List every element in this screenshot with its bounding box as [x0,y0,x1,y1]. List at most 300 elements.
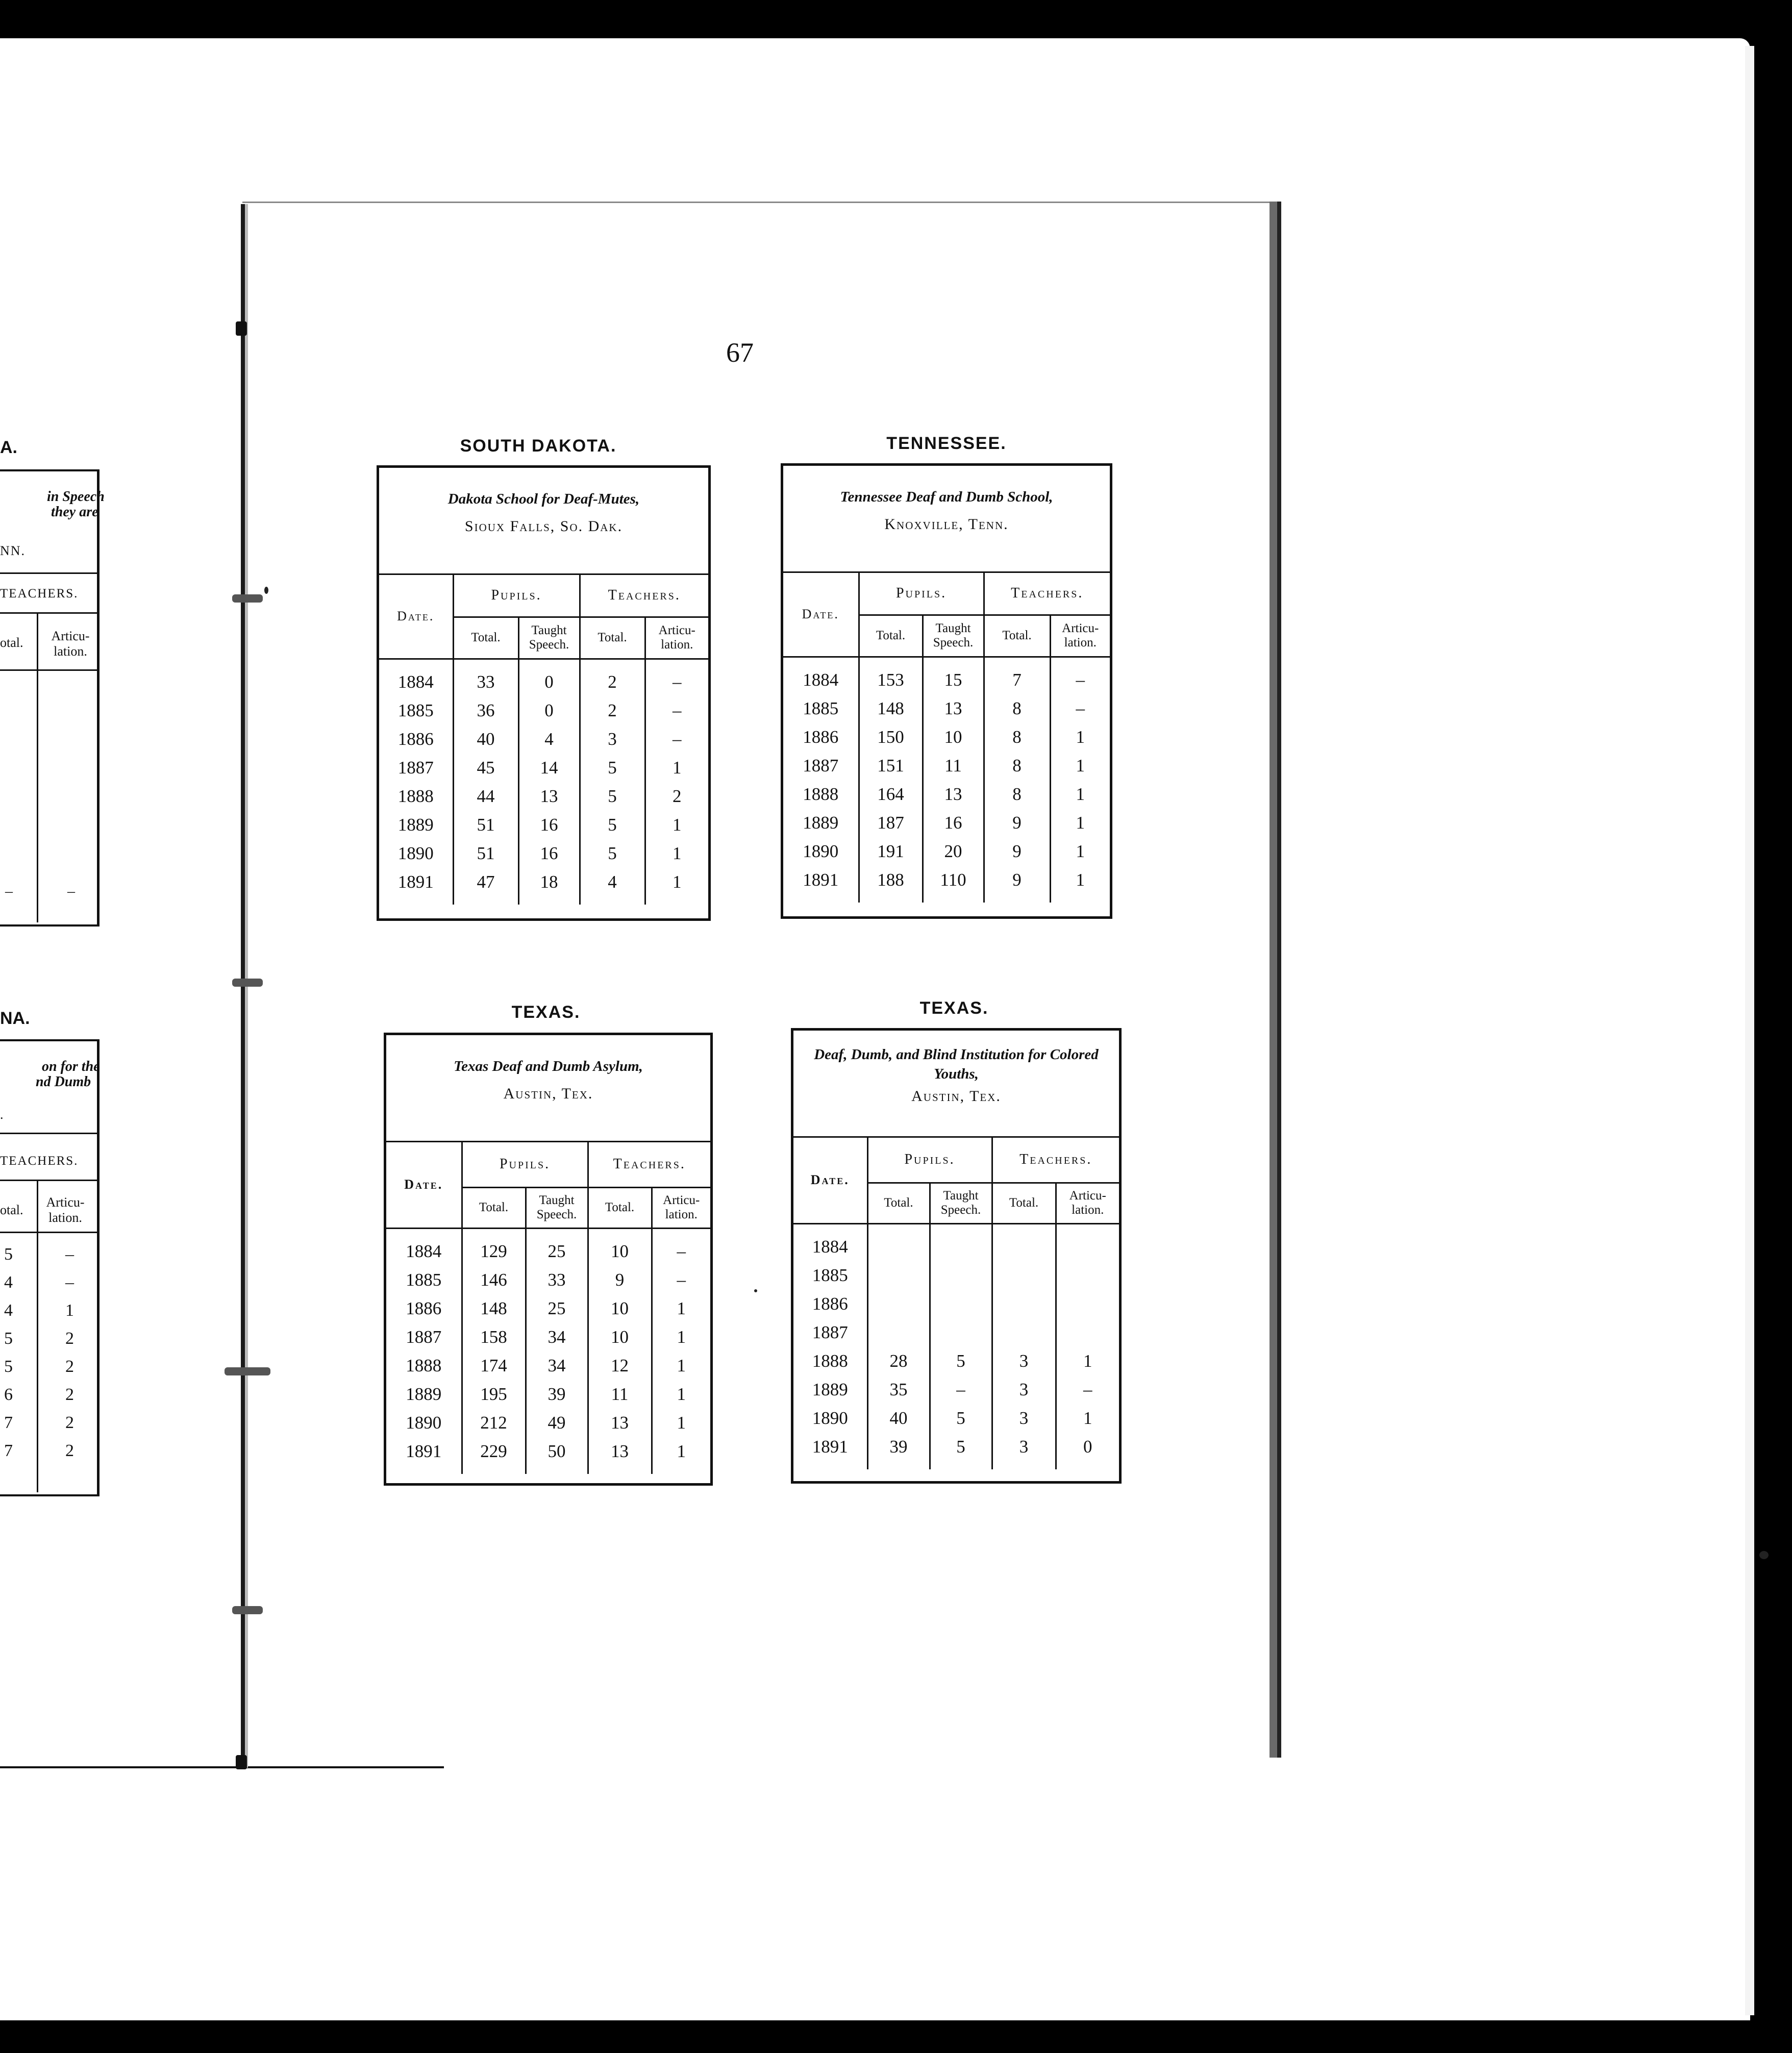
left-top-dash: – [67,883,75,899]
cell-pupils-total: 153 [859,666,923,694]
cell-teachers-total: 5 [580,811,645,839]
cell-teachers-total: 13 [588,1437,652,1466]
cell-taught-speech: 5 [930,1347,992,1375]
cell-pupils-total: 45 [453,754,518,782]
spacer-cell [984,894,1050,903]
spacer-cell [588,1466,652,1474]
cell-taught-speech: 25 [526,1294,588,1323]
cell-taught-speech: 5 [930,1433,992,1461]
page-bottom-edge [0,1766,444,1768]
cell-teachers-total [992,1290,1056,1318]
cell-articulation: 2 [673,786,682,806]
cell-taught-speech: 14 [518,754,580,782]
ink-speck [754,1289,757,1292]
cell-date: 1885 [783,694,859,723]
cell-articulation: 1 [673,843,682,863]
stats-table [783,573,1110,903]
header-taught-speech: Taught Speech. [923,615,984,657]
cell-taught-speech: 13 [923,694,984,723]
cell-taught-speech: 39 [526,1380,588,1409]
left-bottom-artic-value: 1 [65,1301,74,1320]
cell-pupils-total: 188 [859,866,923,894]
cell-pupils-total: 150 [859,723,923,752]
cell-teachers-total: 2 [580,668,645,696]
header-taught-speech: Taught Speech. [518,617,580,659]
spacer-cell [783,657,859,666]
spacer-cell [930,1461,992,1469]
cell-date: 1890 [379,839,453,868]
spacer-cell [992,1461,1056,1469]
rule [0,1133,97,1134]
cell-teachers-total: 13 [588,1409,652,1437]
header-teachers: Teachers. [588,1142,710,1187]
left-bottom-total: otal. [0,1203,23,1217]
cell-date: 1889 [783,809,859,837]
cell-taught-speech: 4 [518,725,580,754]
header-date: Date. [379,575,453,659]
table-row [793,1433,1119,1461]
cell-pupils-total: 40 [453,725,518,754]
cell-pupils-total: 212 [462,1409,526,1437]
cell-teachers-total: 8 [984,723,1050,752]
stats-table [379,575,708,905]
cell-pupils-total: 36 [453,696,518,725]
cell-articulation: 1 [1083,1350,1092,1371]
cell-articulation: 1 [673,871,682,892]
header-pupils: Pupils. [462,1142,588,1187]
page-right-edge [1277,202,1281,1758]
table-row [379,782,708,811]
cell-teachers-total [992,1318,1056,1347]
cell-taught-speech: 13 [518,782,580,811]
cell-taught-speech: 49 [526,1409,588,1437]
header-articulation: Articu- lation. [1056,1183,1119,1223]
left-bottom-inst-fragment: on for the [42,1059,100,1074]
cell-articulation: – [1076,669,1085,690]
cell-date: 1887 [379,754,453,782]
cell-pupils-total: 164 [859,780,923,809]
header-teachers: Teachers. [992,1138,1119,1183]
table-row [783,752,1110,780]
left-bottom-artic-value: – [65,1273,74,1292]
left-bottom-artic-value: 2 [65,1441,74,1460]
table-row [386,1380,710,1409]
spacer-cell [462,1228,526,1237]
header-teachers: Teachers. [580,575,708,617]
cell-taught-speech: 5 [930,1404,992,1433]
rule [0,612,97,614]
table-row [386,1323,710,1351]
ink-speck [264,587,268,594]
cell-pupils-total: 44 [453,782,518,811]
cell-date: 1887 [783,752,859,780]
cell-articulation: – [1083,1379,1092,1399]
table-row [783,837,1110,866]
cell-pupils-total: 187 [859,809,923,837]
rule [37,612,38,922]
left-bottom-total-value: 5 [4,1357,13,1376]
table-row [793,1375,1119,1404]
cell-articulation: 1 [1076,812,1085,833]
header-taught-speech: Taught Speech. [930,1183,992,1223]
table-row [793,1347,1119,1375]
header-teachers-total: Total. [984,615,1050,657]
spacer-cell [992,1223,1056,1233]
left-bottom-title-fragment: NA. [0,1009,30,1028]
spacer-cell [793,1223,867,1233]
spacer-cell [526,1466,588,1474]
spacer-cell [793,1461,867,1469]
cell-pupils-total [867,1318,930,1347]
cell-date: 1888 [783,780,859,809]
cell-articulation: 1 [677,1412,686,1433]
cell-taught-speech [930,1261,992,1290]
cell-pupils-total: 28 [867,1347,930,1375]
cell-pupils-total: 229 [462,1437,526,1466]
cell-teachers-total: 8 [984,780,1050,809]
spacer-cell [645,659,708,668]
cell-articulation: – [673,700,682,720]
left-bottom-table-fragment [0,1039,99,1496]
spacer-cell [580,659,645,668]
spacer-cell [1056,1223,1119,1233]
cell-date: 1885 [793,1261,867,1290]
left-bottom-total-value: 5 [4,1245,13,1264]
ink-speck [1759,1551,1769,1559]
cell-teachers-total: 12 [588,1351,652,1380]
table-row [379,725,708,754]
cell-articulation: 1 [1076,869,1085,890]
cell-articulation: 1 [673,814,682,835]
binding-stitch [225,1367,270,1375]
cell-teachers-total: 7 [984,666,1050,694]
spacer-cell [526,1228,588,1237]
cell-date: 1891 [386,1437,462,1466]
header-teachers-total: Total. [580,617,645,659]
cell-taught-speech: 10 [923,723,984,752]
cell-teachers-total: 4 [580,868,645,896]
spacer-cell [1056,1461,1119,1469]
cell-taught-speech: 34 [526,1351,588,1380]
cell-teachers-total: 9 [588,1266,652,1294]
cell-date: 1884 [793,1233,867,1261]
cell-pupils-total: 158 [462,1323,526,1351]
table-row [379,668,708,696]
table-row [783,723,1110,752]
cell-date: 1890 [783,837,859,866]
left-bottom-artic-value: – [65,1245,74,1264]
cell-pupils-total [867,1290,930,1318]
cell-date: 1886 [386,1294,462,1323]
spacer-cell [386,1228,462,1237]
cell-pupils-total: 195 [462,1380,526,1409]
cell-date: 1889 [379,811,453,839]
cell-teachers-total: 9 [984,866,1050,894]
cell-teachers-total: 3 [992,1433,1056,1461]
table-row [783,866,1110,894]
cell-pupils-total: 35 [867,1375,930,1404]
cell-articulation: – [1076,698,1085,718]
header-pupils-total: Total. [462,1187,526,1228]
cell-taught-speech: 16 [518,811,580,839]
left-bottom-total-value: 5 [4,1329,13,1348]
cell-taught-speech: 34 [526,1323,588,1351]
header-articulation: Articu- lation. [645,617,708,659]
left-top-teachers: TEACHERS. [0,587,79,600]
cell-articulation: 1 [1083,1408,1092,1428]
spacer-cell [984,657,1050,666]
cell-date: 1890 [386,1409,462,1437]
cell-date: 1884 [379,668,453,696]
cell-date: 1886 [793,1290,867,1318]
cell-taught-speech: 110 [923,866,984,894]
state-title-tennessee: TENNESSEE. [886,434,1007,453]
cell-taught-speech: 25 [526,1237,588,1266]
sheet-right-edge [1745,46,1754,2015]
left-top-table-fragment [0,469,99,927]
cell-date: 1887 [386,1323,462,1351]
cell-date: 1886 [379,725,453,754]
cell-teachers-total: 5 [580,754,645,782]
cell-taught-speech [930,1290,992,1318]
table-row [386,1437,710,1466]
left-bottom-inst-fragment: nd Dumb [36,1074,91,1090]
spacer-cell [580,896,645,905]
cell-teachers-total: 3 [992,1375,1056,1404]
rule [37,1180,38,1492]
page-number: 67 [726,337,754,368]
left-bottom-total-value: 7 [4,1441,13,1460]
cell-taught-speech: 50 [526,1437,588,1466]
spacer-cell [518,896,580,905]
left-top-total: otal. [0,635,23,650]
table-row [379,839,708,868]
cell-articulation [1056,1233,1119,1261]
cell-articulation: 1 [677,1355,686,1375]
cell-taught-speech: 0 [518,696,580,725]
cell-pupils-total: 148 [859,694,923,723]
spacer-cell [462,1466,526,1474]
cell-teachers-total [992,1261,1056,1290]
rule [0,1232,97,1233]
spacer-cell [1050,894,1110,903]
cell-articulation: 1 [1076,755,1085,775]
cell-articulation: 1 [1076,784,1085,804]
left-top-inst-fragment: in Speech [47,489,105,505]
cell-pupils-total: 39 [867,1433,930,1461]
left-bottom-total-value: 6 [4,1385,13,1404]
cell-teachers-total: 5 [580,782,645,811]
header-pupils-total: Total. [859,615,923,657]
stats-table [386,1142,710,1474]
cell-pupils-total: 151 [859,752,923,780]
binding-stitch [232,979,263,987]
cell-date: 1884 [783,666,859,694]
header-pupils-total: Total. [453,617,518,659]
cell-articulation: 0 [1083,1436,1092,1457]
table-row [386,1266,710,1294]
spacer-cell [379,896,453,905]
cell-teachers-total: 8 [984,694,1050,723]
cell-date: 1890 [793,1404,867,1433]
cell-date: 1889 [386,1380,462,1409]
left-bottom-artic-value: 2 [65,1329,74,1348]
header-pupils-total: Total. [867,1183,930,1223]
spacer-cell [652,1228,710,1237]
table-texas-colored-youths [791,1028,1122,1484]
cell-taught-speech: 0 [518,668,580,696]
cell-teachers-total: 10 [588,1294,652,1323]
cell-articulation: 1 [1076,841,1085,861]
cell-articulation: – [677,1241,686,1261]
left-bottom-total-value: 7 [4,1413,13,1432]
rule [0,1180,97,1181]
table-row [783,780,1110,809]
cell-taught-speech: – [930,1375,992,1404]
table-row [793,1404,1119,1433]
table-row [793,1233,1119,1261]
cell-articulation: 1 [677,1326,686,1347]
cell-teachers-total: 9 [984,837,1050,866]
stats-table [793,1138,1119,1469]
table-row [379,811,708,839]
spacer-cell [867,1223,930,1233]
spacer-cell [930,1223,992,1233]
cell-teachers-total: 3 [580,725,645,754]
binding-stitch [232,594,263,603]
cell-date: 1887 [793,1318,867,1347]
spacer-cell [783,894,859,903]
cell-pupils-total [867,1261,930,1290]
header-date: Date. [783,573,859,657]
left-bottom-loc-fragment: . [0,1107,4,1122]
cell-teachers-total: 5 [580,839,645,868]
table-row [379,868,708,896]
state-title-south-dakota: SOUTH DAKOTA. [460,436,617,456]
table-row [379,696,708,725]
cell-pupils-total [867,1233,930,1261]
header-taught-speech: Taught Speech. [526,1187,588,1228]
spacer-cell [518,659,580,668]
rule [0,669,97,671]
cell-pupils-total: 40 [867,1404,930,1433]
table-row [783,694,1110,723]
spacer-cell [645,896,708,905]
institution-name: Deaf, Dumb, and Blind Institution for Colored Youths, [814,1046,1099,1082]
cell-date: 1891 [379,868,453,896]
spacer-cell [859,657,923,666]
left-top-artic: Articu- lation. [51,629,90,659]
institution-name: Texas Deaf and Dumb Asylum, [454,1058,643,1074]
institution-name: Tennessee Deaf and Dumb School, [840,489,1053,505]
spacer-cell [453,896,518,905]
left-top-dash: – [5,883,13,899]
cell-articulation: 1 [677,1441,686,1461]
cell-pupils-total: 146 [462,1266,526,1294]
cell-pupils-total: 47 [453,868,518,896]
left-top-inst-fragment: they are [51,504,98,520]
cell-date: 1884 [386,1237,462,1266]
cell-taught-speech [930,1233,992,1261]
left-bottom-teachers: TEACHERS. [0,1154,79,1168]
cell-date: 1886 [783,723,859,752]
table-row [386,1237,710,1266]
institution-location: Sioux Falls, So. Dak. [464,518,623,535]
cell-pupils-total: 129 [462,1237,526,1266]
header-pupils: Pupils. [859,573,984,615]
header-teachers: Teachers. [984,573,1110,615]
institution-location: Austin, Tex. [911,1088,1001,1105]
table-texas-asylum [384,1033,713,1486]
cell-teachers-total: 10 [588,1323,652,1351]
cell-date: 1891 [783,866,859,894]
cell-taught-speech: 15 [923,666,984,694]
state-title-texas: TEXAS. [511,1003,581,1022]
spacer-cell [1050,657,1110,666]
cell-pupils-total: 33 [453,668,518,696]
table-row [793,1318,1119,1347]
spacer-cell [859,894,923,903]
table-row [386,1351,710,1380]
cell-articulation: – [673,671,682,692]
left-bottom-artic-value: 2 [65,1357,74,1376]
header-date: Date. [386,1142,462,1228]
cell-taught-speech: 16 [518,839,580,868]
left-bottom-artic-value: 2 [65,1385,74,1404]
cell-taught-speech: 18 [518,868,580,896]
binding-hole [236,1755,247,1769]
cell-date: 1889 [793,1375,867,1404]
cell-articulation: – [677,1269,686,1290]
header-articulation: Articu- lation. [652,1187,710,1228]
cell-taught-speech: 20 [923,837,984,866]
header-teachers-total: Total. [588,1187,652,1228]
left-top-loc-fragment: NN. [0,543,26,558]
cell-date: 1888 [379,782,453,811]
header-teachers-total: Total. [992,1183,1056,1223]
table-row [386,1294,710,1323]
spacer-cell [453,659,518,668]
table-row [783,809,1110,837]
institution-location: Austin, Tex. [503,1085,593,1102]
cell-articulation: – [673,729,682,749]
binding-hole [236,321,247,336]
spacer-cell [588,1228,652,1237]
cell-articulation: 1 [1076,727,1085,747]
table-row [783,666,1110,694]
cell-articulation: 1 [677,1384,686,1404]
spacer-cell [652,1466,710,1474]
cell-articulation: 1 [673,757,682,778]
left-top-title-fragment: A. [0,438,17,457]
cell-teachers-total: 3 [992,1404,1056,1433]
table-south-dakota [377,465,711,921]
header-date: Date. [793,1138,867,1223]
cell-teachers-total: 10 [588,1237,652,1266]
cell-pupils-total: 51 [453,811,518,839]
left-bottom-total-value: 4 [4,1273,13,1292]
table-row [793,1261,1119,1290]
header-articulation: Articu- lation. [1050,615,1110,657]
table-row [386,1409,710,1437]
left-bottom-artic-value: 2 [65,1413,74,1432]
cell-taught-speech: 16 [923,809,984,837]
institution-location: Knoxville, Tenn. [884,516,1009,533]
header-pupils: Pupils. [453,575,580,617]
cell-date: 1885 [386,1266,462,1294]
spacer-cell [867,1461,930,1469]
spacer-cell [923,894,984,903]
